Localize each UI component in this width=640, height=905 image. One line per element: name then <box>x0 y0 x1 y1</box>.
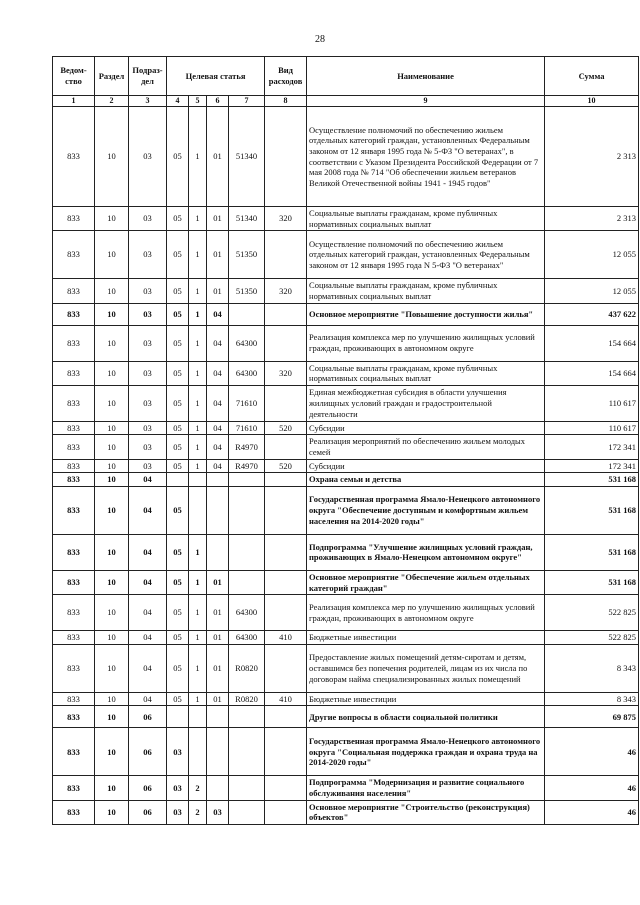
cell-summa: 12 055 <box>545 279 639 303</box>
header-podrazdel: Подраз-дел <box>129 57 167 96</box>
cell-cs1: 05 <box>167 303 189 325</box>
table-row <box>53 303 639 325</box>
column-number-row <box>53 96 639 107</box>
cell-cs1 <box>167 473 189 487</box>
table-row <box>53 595 639 631</box>
cell-razdel: 10 <box>95 595 129 631</box>
cell-podrazdel: 03 <box>129 459 167 473</box>
cell-summa: 46 <box>545 776 639 800</box>
cell-cs2: 1 <box>189 692 207 706</box>
cell-cs4: R4970 <box>229 459 265 473</box>
cell-podrazdel: 04 <box>129 570 167 594</box>
cell-cs2: 1 <box>189 421 207 435</box>
cell-naimenovanie: Реализация комплекса мер по улучшению жилищных условий граждан, проживающих в автономном округе <box>307 595 545 631</box>
cell-naimenovanie: Единая межбюджетная субсидия в области улучшения жилищных условий граждан и градостроительной деятельности <box>307 385 545 421</box>
cell-razdel: 10 <box>95 435 129 459</box>
cell-naimenovanie: Охрана семьи и детства <box>307 473 545 487</box>
cell-cs4: R0820 <box>229 692 265 706</box>
cell-podrazdel: 04 <box>129 692 167 706</box>
cell-summa: 46 <box>545 800 639 824</box>
table-row <box>53 473 639 487</box>
cell-cs1: 05 <box>167 692 189 706</box>
header-celevaya-statya: Целевая статья <box>167 57 265 96</box>
column-number: 10 <box>545 96 639 107</box>
cell-summa: 110 617 <box>545 385 639 421</box>
budget-table <box>52 56 639 825</box>
cell-cs3: 01 <box>207 107 229 207</box>
cell-cs3: 04 <box>207 385 229 421</box>
cell-podrazdel: 06 <box>129 728 167 776</box>
cell-vedomstvo: 833 <box>53 534 95 570</box>
cell-cs1: 05 <box>167 534 189 570</box>
cell-cs2: 1 <box>189 435 207 459</box>
cell-cs4: R4970 <box>229 435 265 459</box>
cell-cs3: 04 <box>207 325 229 361</box>
cell-cs2: 2 <box>189 776 207 800</box>
header-naimenovanie: Наименование <box>307 57 545 96</box>
cell-cs2: 1 <box>189 459 207 473</box>
cell-naimenovanie: Реализация комплекса мер по улучшению жилищных условий граждан, проживающих в автономном округе <box>307 325 545 361</box>
cell-vid <box>265 325 307 361</box>
cell-summa: 46 <box>545 728 639 776</box>
cell-cs1: 05 <box>167 570 189 594</box>
cell-summa: 12 055 <box>545 231 639 279</box>
cell-podrazdel: 03 <box>129 279 167 303</box>
cell-summa: 531 168 <box>545 570 639 594</box>
cell-cs4: 71610 <box>229 421 265 435</box>
table-row <box>53 728 639 776</box>
table-header-row <box>53 57 639 96</box>
table-row <box>53 107 639 207</box>
cell-cs4 <box>229 570 265 594</box>
cell-podrazdel: 03 <box>129 421 167 435</box>
cell-cs3: 04 <box>207 435 229 459</box>
cell-podrazdel: 06 <box>129 800 167 824</box>
cell-razdel: 10 <box>95 644 129 692</box>
cell-vedomstvo: 833 <box>53 631 95 645</box>
cell-summa: 522 825 <box>545 631 639 645</box>
cell-cs2: 1 <box>189 595 207 631</box>
cell-vedomstvo: 833 <box>53 800 95 824</box>
cell-cs2 <box>189 473 207 487</box>
cell-vid <box>265 534 307 570</box>
cell-cs1: 05 <box>167 459 189 473</box>
cell-cs3: 04 <box>207 421 229 435</box>
column-number: 4 <box>167 96 189 107</box>
cell-vedomstvo: 833 <box>53 459 95 473</box>
cell-vid <box>265 107 307 207</box>
cell-cs3 <box>207 534 229 570</box>
cell-vid <box>265 303 307 325</box>
cell-cs4: 51350 <box>229 231 265 279</box>
cell-cs2: 1 <box>189 631 207 645</box>
cell-vedomstvo: 833 <box>53 207 95 231</box>
cell-podrazdel: 03 <box>129 435 167 459</box>
cell-cs4 <box>229 706 265 728</box>
cell-cs1: 05 <box>167 421 189 435</box>
cell-cs2 <box>189 728 207 776</box>
cell-podrazdel: 06 <box>129 706 167 728</box>
cell-vedomstvo: 833 <box>53 486 95 534</box>
cell-vid <box>265 776 307 800</box>
cell-cs1: 05 <box>167 644 189 692</box>
table-row <box>53 385 639 421</box>
cell-cs3: 04 <box>207 303 229 325</box>
cell-naimenovanie: Бюджетные инвестиции <box>307 631 545 645</box>
cell-summa: 154 664 <box>545 361 639 385</box>
cell-cs4 <box>229 303 265 325</box>
cell-cs1: 05 <box>167 631 189 645</box>
cell-cs1: 05 <box>167 486 189 534</box>
cell-summa: 154 664 <box>545 325 639 361</box>
cell-naimenovanie: Подпрограмма "Модернизация и развитие социального обслуживания населения" <box>307 776 545 800</box>
cell-cs3 <box>207 473 229 487</box>
cell-cs4: 71610 <box>229 385 265 421</box>
cell-naimenovanie: Социальные выплаты гражданам, кроме публичных нормативных социальных выплат <box>307 361 545 385</box>
cell-razdel: 10 <box>95 107 129 207</box>
cell-summa: 531 168 <box>545 473 639 487</box>
cell-cs2: 1 <box>189 207 207 231</box>
cell-naimenovanie: Социальные выплаты гражданам, кроме публичных нормативных социальных выплат <box>307 279 545 303</box>
cell-cs1: 05 <box>167 231 189 279</box>
cell-cs2: 1 <box>189 231 207 279</box>
header-razdel: Раздел <box>95 57 129 96</box>
cell-razdel: 10 <box>95 706 129 728</box>
cell-cs1: 05 <box>167 385 189 421</box>
cell-podrazdel: 04 <box>129 595 167 631</box>
table-row <box>53 644 639 692</box>
cell-razdel: 10 <box>95 631 129 645</box>
cell-cs1: 05 <box>167 279 189 303</box>
cell-cs4 <box>229 800 265 824</box>
cell-cs3 <box>207 706 229 728</box>
cell-cs1: 05 <box>167 361 189 385</box>
cell-summa: 172 341 <box>545 435 639 459</box>
table-row <box>53 459 639 473</box>
cell-cs3: 01 <box>207 644 229 692</box>
table-row <box>53 800 639 824</box>
cell-cs2: 1 <box>189 361 207 385</box>
cell-cs2: 2 <box>189 800 207 824</box>
cell-naimenovanie: Подпрограмма "Улучшение жилищных условий граждан, проживающих в Ямало-Ненецком автономном округе" <box>307 534 545 570</box>
cell-vid: 410 <box>265 631 307 645</box>
cell-razdel: 10 <box>95 385 129 421</box>
cell-cs4 <box>229 473 265 487</box>
cell-vedomstvo: 833 <box>53 435 95 459</box>
cell-podrazdel: 03 <box>129 385 167 421</box>
cell-razdel: 10 <box>95 534 129 570</box>
cell-vid: 410 <box>265 692 307 706</box>
cell-vedomstvo: 833 <box>53 107 95 207</box>
cell-vid: 520 <box>265 459 307 473</box>
cell-cs3 <box>207 776 229 800</box>
column-number: 5 <box>189 96 207 107</box>
cell-razdel: 10 <box>95 279 129 303</box>
table-row <box>53 325 639 361</box>
cell-naimenovanie: Основное мероприятие "Обеспечение жильем отдельных категорий граждан" <box>307 570 545 594</box>
cell-vedomstvo: 833 <box>53 385 95 421</box>
cell-razdel: 10 <box>95 303 129 325</box>
cell-naimenovanie: Осуществление полномочий по обеспечению жильем отдельных категорий граждан, установленных Федеральным законом от 12 января 1995 года № 5-ФЗ "О ветеранах", в соответствии с Указом Президента Российской Федерации от 7 мая 2008 года № 714 "Об обеспечении жильем ветеранов Великой Отечественной войны 1941 - 1945 годов" <box>307 107 545 207</box>
cell-cs3: 01 <box>207 595 229 631</box>
cell-cs3: 01 <box>207 279 229 303</box>
cell-vid <box>265 385 307 421</box>
cell-razdel: 10 <box>95 728 129 776</box>
column-number: 8 <box>265 96 307 107</box>
cell-razdel: 10 <box>95 473 129 487</box>
cell-cs2: 1 <box>189 570 207 594</box>
cell-cs1: 03 <box>167 776 189 800</box>
cell-podrazdel: 04 <box>129 486 167 534</box>
cell-cs3 <box>207 728 229 776</box>
cell-razdel: 10 <box>95 325 129 361</box>
cell-naimenovanie: Социальные выплаты гражданам, кроме публичных нормативных социальных выплат <box>307 207 545 231</box>
cell-podrazdel: 04 <box>129 473 167 487</box>
table-row <box>53 231 639 279</box>
cell-podrazdel: 03 <box>129 325 167 361</box>
cell-cs3: 01 <box>207 231 229 279</box>
cell-naimenovanie: Основное мероприятие "Повышение доступности жилья" <box>307 303 545 325</box>
cell-razdel: 10 <box>95 459 129 473</box>
cell-vedomstvo: 833 <box>53 570 95 594</box>
cell-cs4 <box>229 776 265 800</box>
cell-cs4: 64300 <box>229 631 265 645</box>
column-number: 6 <box>207 96 229 107</box>
cell-summa: 522 825 <box>545 595 639 631</box>
cell-cs3: 01 <box>207 692 229 706</box>
cell-podrazdel: 06 <box>129 776 167 800</box>
cell-cs2: 1 <box>189 279 207 303</box>
cell-vedomstvo: 833 <box>53 421 95 435</box>
cell-razdel: 10 <box>95 486 129 534</box>
cell-podrazdel: 03 <box>129 107 167 207</box>
cell-cs1: 03 <box>167 728 189 776</box>
cell-cs4: 51350 <box>229 279 265 303</box>
cell-naimenovanie: Субсидии <box>307 459 545 473</box>
cell-vedomstvo: 833 <box>53 595 95 631</box>
table-row <box>53 692 639 706</box>
cell-cs4 <box>229 486 265 534</box>
cell-cs3: 01 <box>207 570 229 594</box>
cell-vedomstvo: 833 <box>53 473 95 487</box>
cell-summa: 69 875 <box>545 706 639 728</box>
cell-cs1: 05 <box>167 325 189 361</box>
cell-naimenovanie: Основное мероприятие "Строительство (реконструкция) объектов" <box>307 800 545 824</box>
cell-vid: 320 <box>265 207 307 231</box>
table-row <box>53 631 639 645</box>
cell-razdel: 10 <box>95 692 129 706</box>
cell-cs3: 01 <box>207 207 229 231</box>
cell-cs2 <box>189 486 207 534</box>
header-summa: Сумма <box>545 57 639 96</box>
cell-razdel: 10 <box>95 207 129 231</box>
cell-cs1: 05 <box>167 595 189 631</box>
cell-podrazdel: 03 <box>129 303 167 325</box>
cell-cs4: R0820 <box>229 644 265 692</box>
cell-cs2: 1 <box>189 534 207 570</box>
cell-cs4: 51340 <box>229 207 265 231</box>
page-number: 28 <box>315 34 325 45</box>
cell-vedomstvo: 833 <box>53 706 95 728</box>
cell-vedomstvo: 833 <box>53 279 95 303</box>
cell-cs3: 01 <box>207 631 229 645</box>
cell-vedomstvo: 833 <box>53 728 95 776</box>
cell-cs1: 05 <box>167 107 189 207</box>
table-row <box>53 486 639 534</box>
cell-cs2 <box>189 706 207 728</box>
table-row <box>53 421 639 435</box>
cell-cs4: 64300 <box>229 361 265 385</box>
table-row <box>53 279 639 303</box>
cell-vid <box>265 486 307 534</box>
cell-vedomstvo: 833 <box>53 303 95 325</box>
cell-vid <box>265 570 307 594</box>
cell-cs2: 1 <box>189 325 207 361</box>
cell-vedomstvo: 833 <box>53 231 95 279</box>
column-number: 1 <box>53 96 95 107</box>
cell-summa: 110 617 <box>545 421 639 435</box>
cell-cs2: 1 <box>189 303 207 325</box>
cell-cs4: 64300 <box>229 595 265 631</box>
column-number: 2 <box>95 96 129 107</box>
cell-cs4 <box>229 534 265 570</box>
cell-cs2: 1 <box>189 644 207 692</box>
cell-summa: 531 168 <box>545 534 639 570</box>
cell-razdel: 10 <box>95 776 129 800</box>
cell-summa: 172 341 <box>545 459 639 473</box>
cell-vid <box>265 706 307 728</box>
cell-razdel: 10 <box>95 361 129 385</box>
header-vedomstvo: Ведом-ство <box>53 57 95 96</box>
table-row <box>53 361 639 385</box>
table-row <box>53 776 639 800</box>
table-row <box>53 570 639 594</box>
cell-naimenovanie: Реализация мероприятий по обеспечению жильем молодых семей <box>307 435 545 459</box>
cell-cs1: 05 <box>167 435 189 459</box>
cell-vid <box>265 473 307 487</box>
cell-razdel: 10 <box>95 421 129 435</box>
column-number: 9 <box>307 96 545 107</box>
cell-vid <box>265 644 307 692</box>
cell-podrazdel: 04 <box>129 644 167 692</box>
cell-summa: 2 313 <box>545 107 639 207</box>
cell-vid <box>265 728 307 776</box>
table-row <box>53 706 639 728</box>
cell-vedomstvo: 833 <box>53 325 95 361</box>
cell-summa: 8 343 <box>545 692 639 706</box>
table-row <box>53 435 639 459</box>
cell-cs4: 64300 <box>229 325 265 361</box>
cell-vid <box>265 800 307 824</box>
cell-cs2: 1 <box>189 385 207 421</box>
cell-cs3: 04 <box>207 459 229 473</box>
cell-naimenovanie: Субсидии <box>307 421 545 435</box>
cell-cs2: 1 <box>189 107 207 207</box>
cell-vid: 520 <box>265 421 307 435</box>
cell-vedomstvo: 833 <box>53 361 95 385</box>
cell-naimenovanie: Предоставление жилых помещений детям-сиротам и детям, оставшимся без попечения родителей, лицам из их числа по договорам найма специализированных жилых помещений <box>307 644 545 692</box>
cell-vedomstvo: 833 <box>53 692 95 706</box>
cell-cs3 <box>207 486 229 534</box>
cell-summa: 437 622 <box>545 303 639 325</box>
cell-cs3: 04 <box>207 361 229 385</box>
cell-cs1 <box>167 706 189 728</box>
cell-podrazdel: 04 <box>129 631 167 645</box>
cell-vid <box>265 231 307 279</box>
cell-naimenovanie: Другие вопросы в области социальной политики <box>307 706 545 728</box>
cell-cs1: 03 <box>167 800 189 824</box>
cell-podrazdel: 03 <box>129 361 167 385</box>
cell-vid <box>265 435 307 459</box>
cell-cs4: 51340 <box>229 107 265 207</box>
cell-naimenovanie: Государственная программа Ямало-Ненецкого автономного округа "Социальная поддержка граждан и охрана труда на 2014-2020 годы" <box>307 728 545 776</box>
cell-razdel: 10 <box>95 570 129 594</box>
cell-razdel: 10 <box>95 231 129 279</box>
cell-naimenovanie: Государственная программа Ямало-Ненецкого автономного округа "Обеспечение доступным и комфортным жильем населения на 2014-2020 годы" <box>307 486 545 534</box>
table-body <box>53 107 639 825</box>
cell-naimenovanie: Осуществление полномочий по обеспечению жильем отдельных категорий граждан, установленных Федеральным законом от 12 января 1995 года N 5-ФЗ "О ветеранах" <box>307 231 545 279</box>
cell-vedomstvo: 833 <box>53 776 95 800</box>
cell-vid: 320 <box>265 279 307 303</box>
cell-vedomstvo: 833 <box>53 644 95 692</box>
cell-summa: 8 343 <box>545 644 639 692</box>
column-number: 7 <box>229 96 265 107</box>
cell-podrazdel: 03 <box>129 231 167 279</box>
cell-cs1: 05 <box>167 207 189 231</box>
header-vid-raskhodov: Вид расходов <box>265 57 307 96</box>
cell-cs4 <box>229 728 265 776</box>
cell-naimenovanie: Бюджетные инвестиции <box>307 692 545 706</box>
cell-vid: 320 <box>265 361 307 385</box>
table-row <box>53 534 639 570</box>
cell-summa: 531 168 <box>545 486 639 534</box>
cell-vid <box>265 595 307 631</box>
column-number: 3 <box>129 96 167 107</box>
cell-podrazdel: 04 <box>129 534 167 570</box>
cell-cs3: 03 <box>207 800 229 824</box>
cell-summa: 2 313 <box>545 207 639 231</box>
cell-podrazdel: 03 <box>129 207 167 231</box>
cell-razdel: 10 <box>95 800 129 824</box>
table-row <box>53 207 639 231</box>
